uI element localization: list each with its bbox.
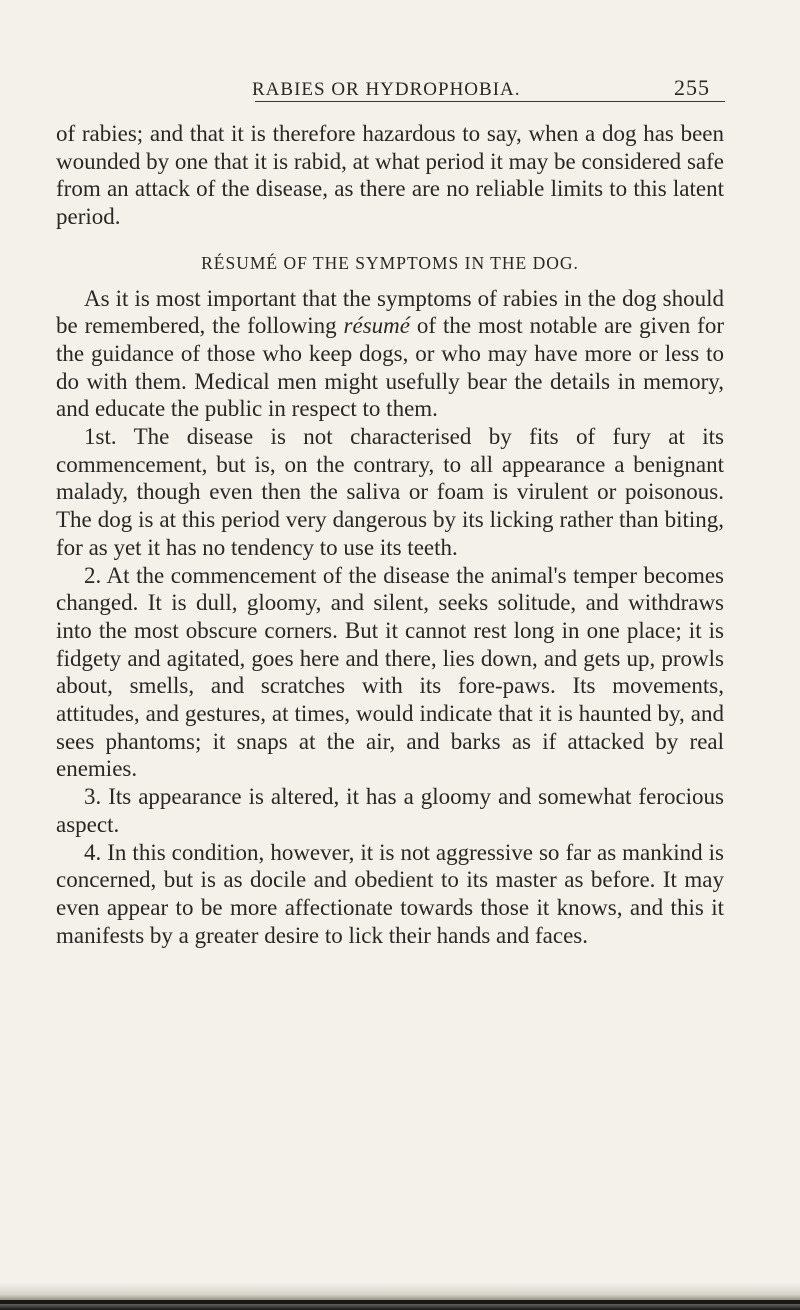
symptom-item-2: 2. At the commencement of the disease the animal's temper becomes changed. It is dull, gloomy, and silent, seeks solitude, and withdraws into the most obscure corners. But it cannot rest long in one place; it is fidgety and agitated, goes here and there, lies down, and gets up, prowls about, smells, and scratches with its fore-paws. Its movements, attitudes, and gestures, at times, would indicate that it is haunted by, and sees phantoms; it snaps at the air, and barks as if attacked by real enemies. (56, 562, 724, 782)
intro-text-before: As it is most important that the symptoms of rabies in the dog should be remembered, the following (56, 285, 724, 339)
intro-paragraph (56, 285, 724, 424)
running-title: RABIES OR HYDROPHOBIA. (252, 79, 521, 100)
body-text (56, 120, 724, 949)
page-bottom-edge (0, 1300, 800, 1304)
page-number: 255 (674, 75, 710, 100)
intro-italic-term: résumé (343, 313, 410, 339)
symptom-item-3: 3. Its appearance is altered, it has a gloomy and somewhat ferocious aspect. (56, 784, 724, 837)
symptom-item-1: 1st. The disease is not characterised by fits of fury at its commencement, but is, on the contrary, to all appearance a benignant malady, though even then the saliva or foam is virulent or poisonous. The dog is at this period very dangerous by its licking rather than biting, for as yet it has no tendency to use its teeth. (56, 424, 724, 560)
intro-text-after: of the most notable are given for the guidance of those who keep dogs, or who may have more or less to do with them. Medical men might usefully bear the details in memory, and educate the public in respect to them. (56, 313, 724, 422)
header-rule (255, 101, 725, 102)
symptom-item-4: 4. In this condition, however, it is not aggressive so far as mankind is concerned, but is as docile and obedient to its master as before. It may even appear to be more affectionate towards those it knows, and this it manifests by a greater desire to lick their hands and faces. (56, 839, 724, 948)
section-heading: RÉSUMÉ OF THE SYMPTOMS IN THE DOG. (201, 252, 579, 273)
continued-paragraph: of rabies; and that it is therefore hazardous to say, when a dog has been wounded by one that it is rabid, at what period it may be considered safe from an attack of the disease, as there are no reliable limits to this latent period. (56, 121, 724, 230)
page-bottom-shadow (0, 1282, 800, 1310)
page-header (170, 75, 725, 103)
